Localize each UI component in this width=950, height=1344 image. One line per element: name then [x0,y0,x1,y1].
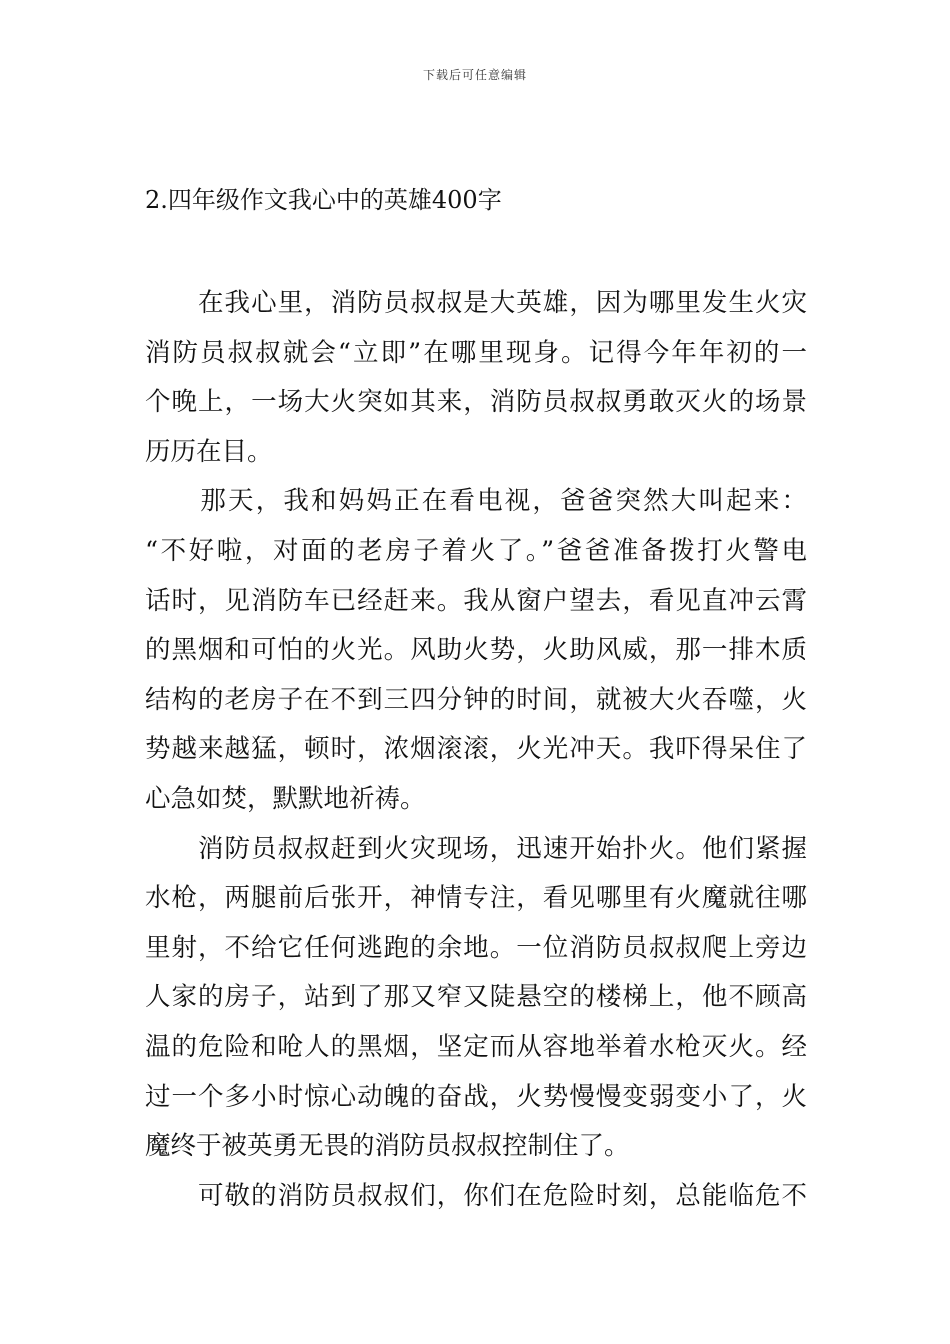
text-line: 温的危险和呛人的黑烟，坚定而从容地举着水枪灭火。经 [145,1031,807,1062]
text-line: 历历在目。 [145,436,273,467]
essay-body [145,279,807,1221]
text-line: 结构的老房子在不到三四分钟的时间，就被大火吞噬，火 [145,684,807,715]
text-line: 那天，我和妈妈正在看电视，爸爸突然大叫起来： [145,486,807,517]
text-line: 势越来越猛，顿时，浓烟滚滚，火光冲天。我吓得呆住了 [145,734,807,765]
text-line: 在我心里，消防员叔叔是大英雄，因为哪里发生火灾 [145,288,807,318]
text-line: 水枪，两腿前后张开，神情专注，看见哪里有火魔就往哪 [145,883,807,914]
text-line: 心急如焚，默默地祈祷。 [145,783,426,814]
text-line: 过一个多小时惊心动魄的奋战，火势慢慢变弱变小了，火 [145,1081,807,1112]
text-line: 里射，不给它任何逃跑的余地。一位消防员叔叔爬上旁边 [145,932,807,963]
text-line: 消防员叔叔就会“立即”在哪里现身。记得今年年初的一 [145,337,807,368]
header-note: 下载后可任意编辑 [422,68,527,82]
essay-title: 2.四年级作文我心中的英雄400字 [145,186,502,214]
text-line: 可敬的消防员叔叔们，你们在危险时刻，总能临危不 [145,1180,807,1211]
text-line: 消防员叔叔赶到火灾现场，迅速开始扑火。他们紧握 [145,833,807,864]
text-line: 魔终于被英勇无畏的消防员叔叔控制住了。 [145,1131,630,1162]
text-line: 话时，见消防车已经赶来。我从窗户望去，看见直冲云霄 [145,585,807,616]
text-line: 的黑烟和可怕的火光。风助火势，火助风威，那一排木质 [145,635,807,666]
text-line: 人家的房子，站到了那又窄又陡悬空的楼梯上，他不顾高 [145,982,807,1013]
text-line: 个晚上，一场大火突如其来，消防员叔叔勇敢灭火的场景 [145,387,807,418]
text-line: “不好啦，对面的老房子着火了。”爸爸准备拨打火警电 [145,535,807,566]
